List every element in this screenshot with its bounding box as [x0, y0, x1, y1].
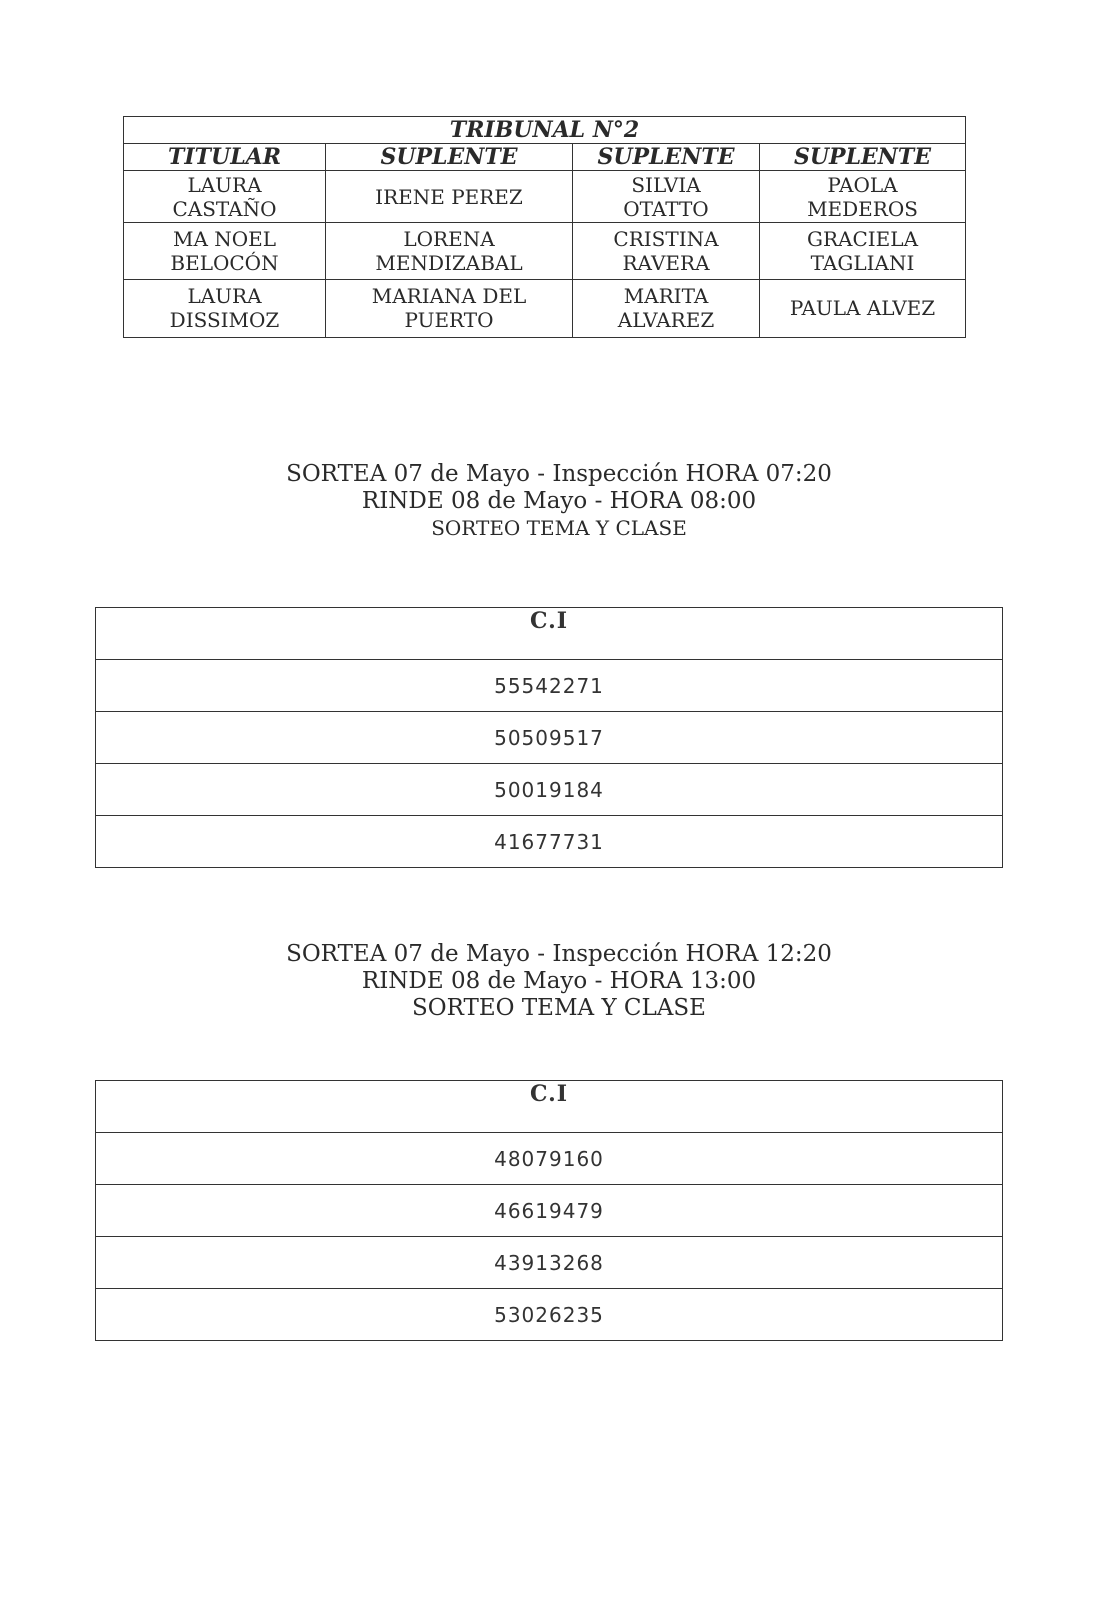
tribunal-table [123, 116, 966, 338]
tribunal-cell [573, 171, 760, 223]
cell-text: MEDEROS [807, 196, 918, 221]
cell-text: MARITA [623, 284, 709, 309]
tribunal-row [124, 171, 966, 223]
ci-table-session-2 [95, 1080, 1003, 1341]
ci-row: 55542271 [96, 660, 1003, 712]
cell-text: LAURA [187, 284, 262, 309]
tribunal-cell [326, 171, 573, 223]
tribunal-cell [573, 279, 760, 337]
ci-header: C.I [96, 1081, 1003, 1133]
sortea-line: SORTEA 07 de Mayo - Inspección HORA 07:20 [286, 461, 832, 487]
rinde-line: RINDE 08 de Mayo - HORA 13:00 [361, 968, 757, 994]
cell-text: ALVAREZ [617, 308, 715, 333]
ci-row: 43913268 [96, 1237, 1003, 1289]
cell-text: TAGLIANI [810, 251, 915, 276]
tribunal-cell [124, 171, 326, 223]
rinde-line: RINDE 08 de Mayo - HORA 08:00 [361, 488, 757, 514]
ci-table-session-1 [95, 607, 1003, 868]
cell-text: RAVERA [622, 251, 710, 276]
cell-text: LORENA [403, 227, 495, 252]
tribunal-cell [124, 223, 326, 279]
ci-row: 48079160 [96, 1133, 1003, 1185]
cell-text: DISSIMOZ [169, 308, 280, 333]
cell-text: PAULA ALVEZ [789, 296, 936, 321]
sorteo-line: SORTEO TEMA Y CLASE [412, 995, 706, 1021]
header-suplente-3: SUPLENTE [760, 144, 966, 171]
cell-text: BELOCÓN [170, 251, 279, 276]
cell-text: IRENE PEREZ [375, 184, 523, 209]
header-suplente-2: SUPLENTE [573, 144, 760, 171]
session-1-schedule [0, 461, 1118, 541]
tribunal-row [124, 223, 966, 279]
tribunal-cell [760, 279, 966, 337]
header-suplente-1: SUPLENTE [326, 144, 573, 171]
cell-text: PAOLA [827, 172, 898, 197]
ci-row: 50509517 [96, 712, 1003, 764]
cell-text: MARIANA DEL [371, 284, 527, 309]
cell-text: MA NOEL [172, 227, 277, 252]
ci-row: 46619479 [96, 1185, 1003, 1237]
ci-row: 50019184 [96, 764, 1003, 816]
cell-text: SILVIA [631, 172, 701, 197]
cell-text: CRISTINA [613, 227, 719, 252]
sortea-line: SORTEA 07 de Mayo - Inspección HORA 12:20 [286, 941, 832, 967]
header-titular: TITULAR [124, 144, 326, 171]
ci-header: C.I [96, 608, 1003, 660]
cell-text: LAURA [187, 172, 262, 197]
cell-text: PUERTO [404, 308, 494, 333]
tribunal-cell [326, 223, 573, 279]
session-2-schedule [0, 941, 1118, 1022]
tribunal-title: TRIBUNAL N°2 [124, 117, 966, 144]
ci-row: 53026235 [96, 1289, 1003, 1341]
tribunal-row [124, 279, 966, 337]
sorteo-line: SORTEO TEMA Y CLASE [431, 516, 687, 540]
cell-text: OTATTO [623, 196, 709, 221]
cell-text: GRACIELA [807, 227, 919, 252]
tribunal-cell [760, 223, 966, 279]
tribunal-cell [326, 279, 573, 337]
cell-text: CASTAÑO [172, 196, 277, 221]
cell-text: MENDIZABAL [375, 251, 523, 276]
tribunal-cell [124, 279, 326, 337]
ci-row: 41677731 [96, 816, 1003, 868]
tribunal-cell [760, 171, 966, 223]
tribunal-cell [573, 223, 760, 279]
